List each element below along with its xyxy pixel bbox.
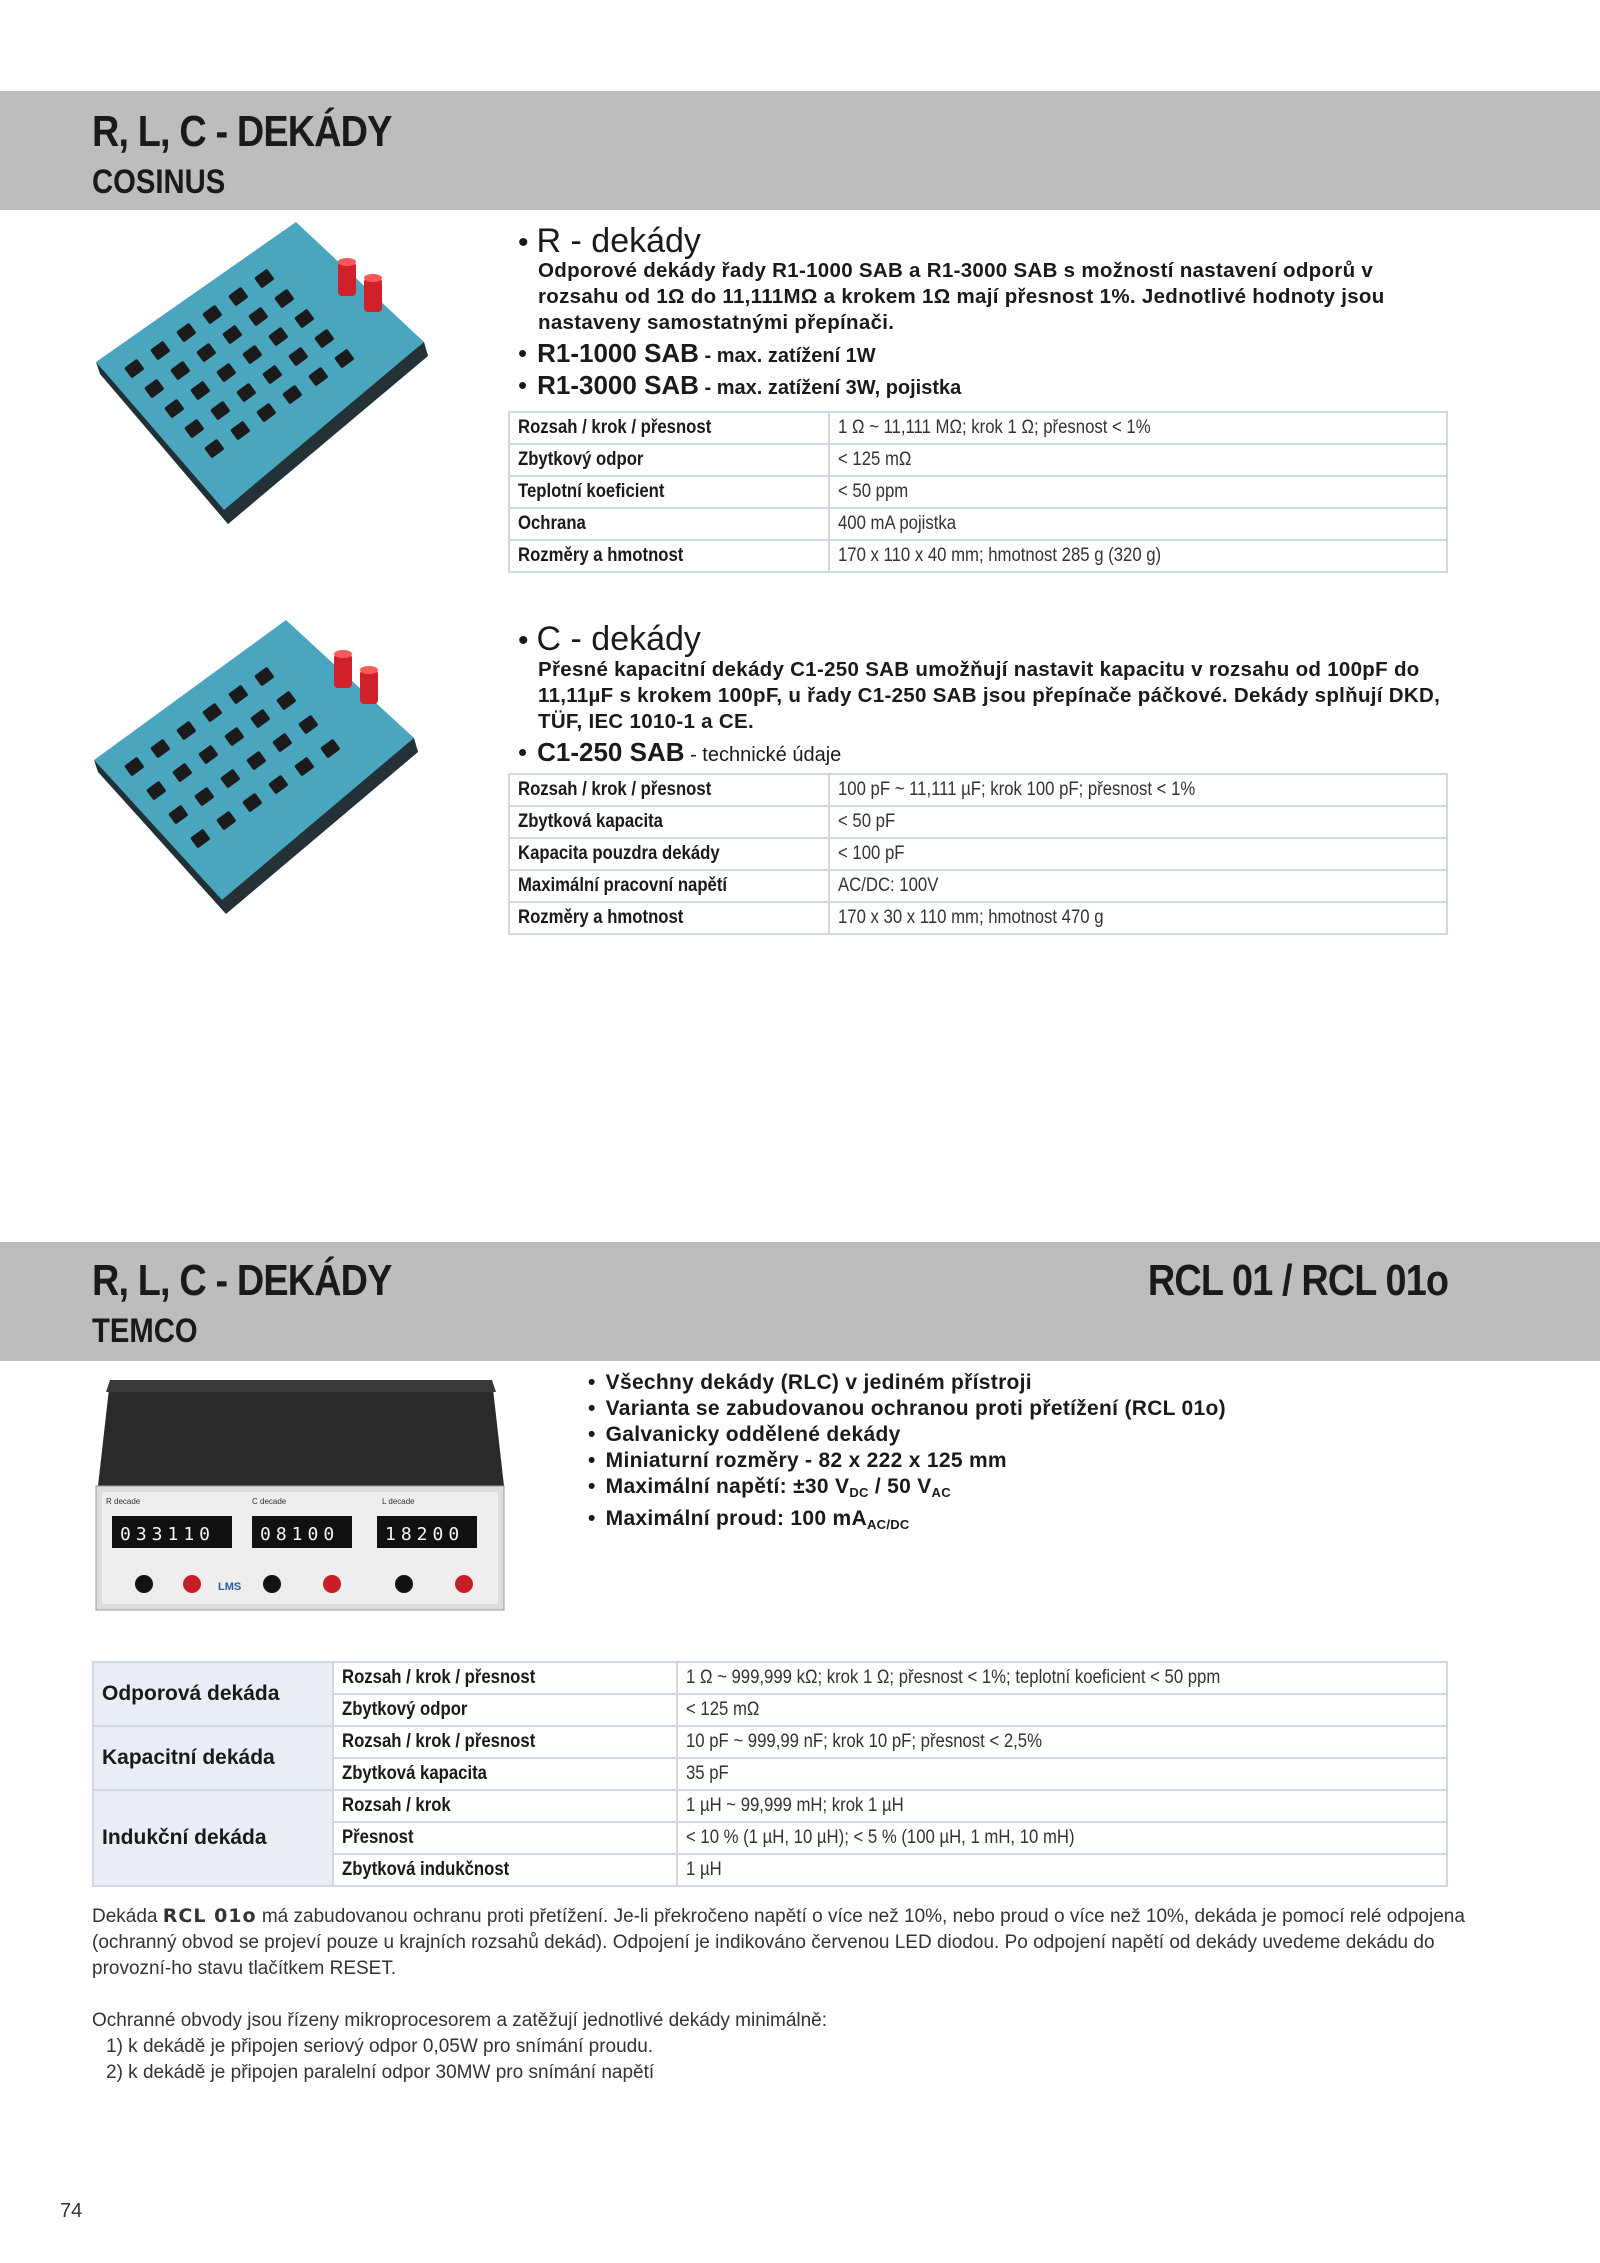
page-title: R, L, C - DEKÁDY <box>92 107 392 156</box>
category-capacitance: Kapacitní dekáda <box>93 1726 333 1790</box>
bullet-icon: • <box>518 624 529 657</box>
page-subtitle: COSINUS <box>92 163 226 201</box>
table-row: Zbytkový odpor < 125 mΩ <box>93 1694 1447 1726</box>
table-row: Rozsah / krok / přesnost 1 Ω ~ 11,111 MΩ; krok 1 Ω; přesnost < 1% <box>509 412 1447 444</box>
table-row: Kapacita pouzdra dekády < 100 pF <box>509 838 1447 870</box>
rcl-device-photo <box>92 1378 512 1613</box>
c-section-title: • C - dekády <box>518 620 701 658</box>
header-band-cosinus <box>0 91 1600 210</box>
table-row: Teplotní koeficient < 50 ppm <box>509 476 1447 508</box>
table-row: Rozsah / krok / přesnost 100 pF ~ 11,111 µF; krok 100 pF; přesnost < 1% <box>509 774 1447 806</box>
c-model: • C1-250 SAB - technické údaje <box>518 737 842 767</box>
list-item: 1) k dekádě je připojen seriový odpor 0,05W pro snímání proudu. <box>106 2036 654 2057</box>
c-spec-table <box>508 773 1448 935</box>
bullet-icon: • <box>518 226 529 259</box>
table-row: Maximální pracovní napětí AC/DC: 100V <box>509 870 1447 902</box>
r-section-title: • R - dekády <box>518 222 701 260</box>
model-title: RCL 01 / RCL 01o <box>1147 1256 1448 1305</box>
r-decade-photo <box>88 222 438 532</box>
table-row: Indukční dekáda Rozsah / krok 1 µH ~ 99,999 mH; krok 1 µH <box>93 1790 1447 1822</box>
r-spec-table <box>508 411 1448 573</box>
table-row: Přesnost < 10 % (1 µH, 10 µH); < 5 % (100 µH, 1 mH, 10 mH) <box>93 1822 1447 1854</box>
r-model-2: • R1-3000 SAB - max. zatížení 3W, pojistka <box>518 370 962 400</box>
page-number: 74 <box>60 2200 83 2222</box>
table-row: Ochrana 400 mA pojistka <box>509 508 1447 540</box>
section-title: R, L, C - DEKÁDY <box>92 1256 392 1305</box>
protection-note: Dekáda RCL 01o má zabudovanou ochranu proti přetížení. Je-li překročeno napětí o více než 10%, nebo proud o více než 10%, dekáda je pomocí relé odpojena (ochranný obvod se projeví pouze u krajních rozsahů dekád). Odpojení je indikováno červenou LED diodou. Po odpojení napětí od dekády uvedeme dekádu do provozní-ho stavu tlačítkem RESET. <box>92 1905 1465 1979</box>
list-item: • Maximální napětí: ±30 $V_{DC} / 50$ $V_{AC}$ <box>588 1475 951 1500</box>
category-resistance: Odporová dekáda <box>93 1662 333 1726</box>
header-band-temco <box>0 1242 1600 1361</box>
r-model-1: • R1-1000 SAB - max. zatížení 1W <box>518 338 876 368</box>
list-item: • Maximální proud: 100 $mA_{AC/DC}$ <box>588 1507 910 1532</box>
circuits-note: Ochranné obvody jsou řízeny mikroprocesorem a zatěžují jednotlivé dekády minimálně: 1) k dekádě je připojen seriový odpor 0,05W pro snímání proudu. 2) k dekádě je připojen paralelní odpor 30MW pro snímání napětí <box>92 2008 1472 2086</box>
table-row: Odporová dekáda Rozsah / krok / přesnost 1 Ω ~ 999,999 kΩ; krok 1 Ω; přesnost < 1%; teplotní koeficient < 50 ppm <box>93 1662 1447 1694</box>
list-item: 2) k dekádě je připojen paralelní odpor 30MW pro snímání napětí <box>106 2062 655 2083</box>
r-decade-digits: 033110 <box>120 1524 216 1545</box>
c-decade-digits: 08100 <box>260 1524 340 1545</box>
table-row: Rozměry a hmotnost 170 x 110 x 40 mm; hmotnost 285 g (320 g) <box>509 540 1447 572</box>
c-section-description: Přesné kapacitní dekády C1-250 SAB umožňují nastavit kapacitu v rozsahu od 100pF do 11,11µF s krokem 100pF, u řady C1-250 SAB jsou přepínače páčkové. Dekády splňují DKD, TÜF, IEC 1010-1 a CE. <box>538 658 1441 733</box>
l-decade-label: L decade <box>382 1497 415 1506</box>
table-row: Zbytkový odpor < 125 mΩ <box>509 444 1447 476</box>
list-item: • Všechny dekády (RLC) v jediném přístroji <box>588 1371 1032 1394</box>
c-decade-label: C decade <box>252 1497 287 1506</box>
rcl-spec-table <box>92 1661 1448 1887</box>
rcl-feature-list <box>588 1370 1226 1538</box>
list-item: • Galvanicky oddělené dekády <box>588 1423 901 1446</box>
list-item: • Varianta se zabudovanou ochranou proti přetížení (RCL 01o) <box>588 1397 1226 1420</box>
r-decade-label: R decade <box>106 1497 141 1506</box>
device-brand: LMS <box>218 1581 242 1593</box>
table-row: Zbytková kapacita < 50 pF <box>509 806 1447 838</box>
l-decade-digits: 18200 <box>385 1524 465 1545</box>
table-row: Rozměry a hmotnost 170 x 30 x 110 mm; hmotnost 470 g <box>509 902 1447 934</box>
c-decade-photo <box>88 620 428 920</box>
category-inductance: Indukční dekáda <box>93 1790 333 1886</box>
brand-rcl01o: RCL 01o <box>162 1905 257 1927</box>
table-row: Kapacitní dekáda Rozsah / krok / přesnost 10 pF ~ 999,99 nF; krok 10 pF; přesnost < 2,5% <box>93 1726 1447 1758</box>
table-row: Zbytková indukčnost 1 µH <box>93 1854 1447 1886</box>
list-item: • Miniaturní rozměry - 82 x 222 x 125 mm <box>588 1449 1007 1472</box>
section-subtitle: TEMCO <box>92 1312 198 1350</box>
table-row: Zbytková kapacita 35 pF <box>93 1758 1447 1790</box>
r-section-description: Odporové dekády řady R1-1000 SAB a R1-3000 SAB s možností nastavení odporů v rozsahu od 1Ω do 11,111MΩ a krokem 1Ω mají přesnost 1%. Jednotlivé hodnoty jsou nastaveny samostatnými přepínači. <box>538 259 1385 334</box>
